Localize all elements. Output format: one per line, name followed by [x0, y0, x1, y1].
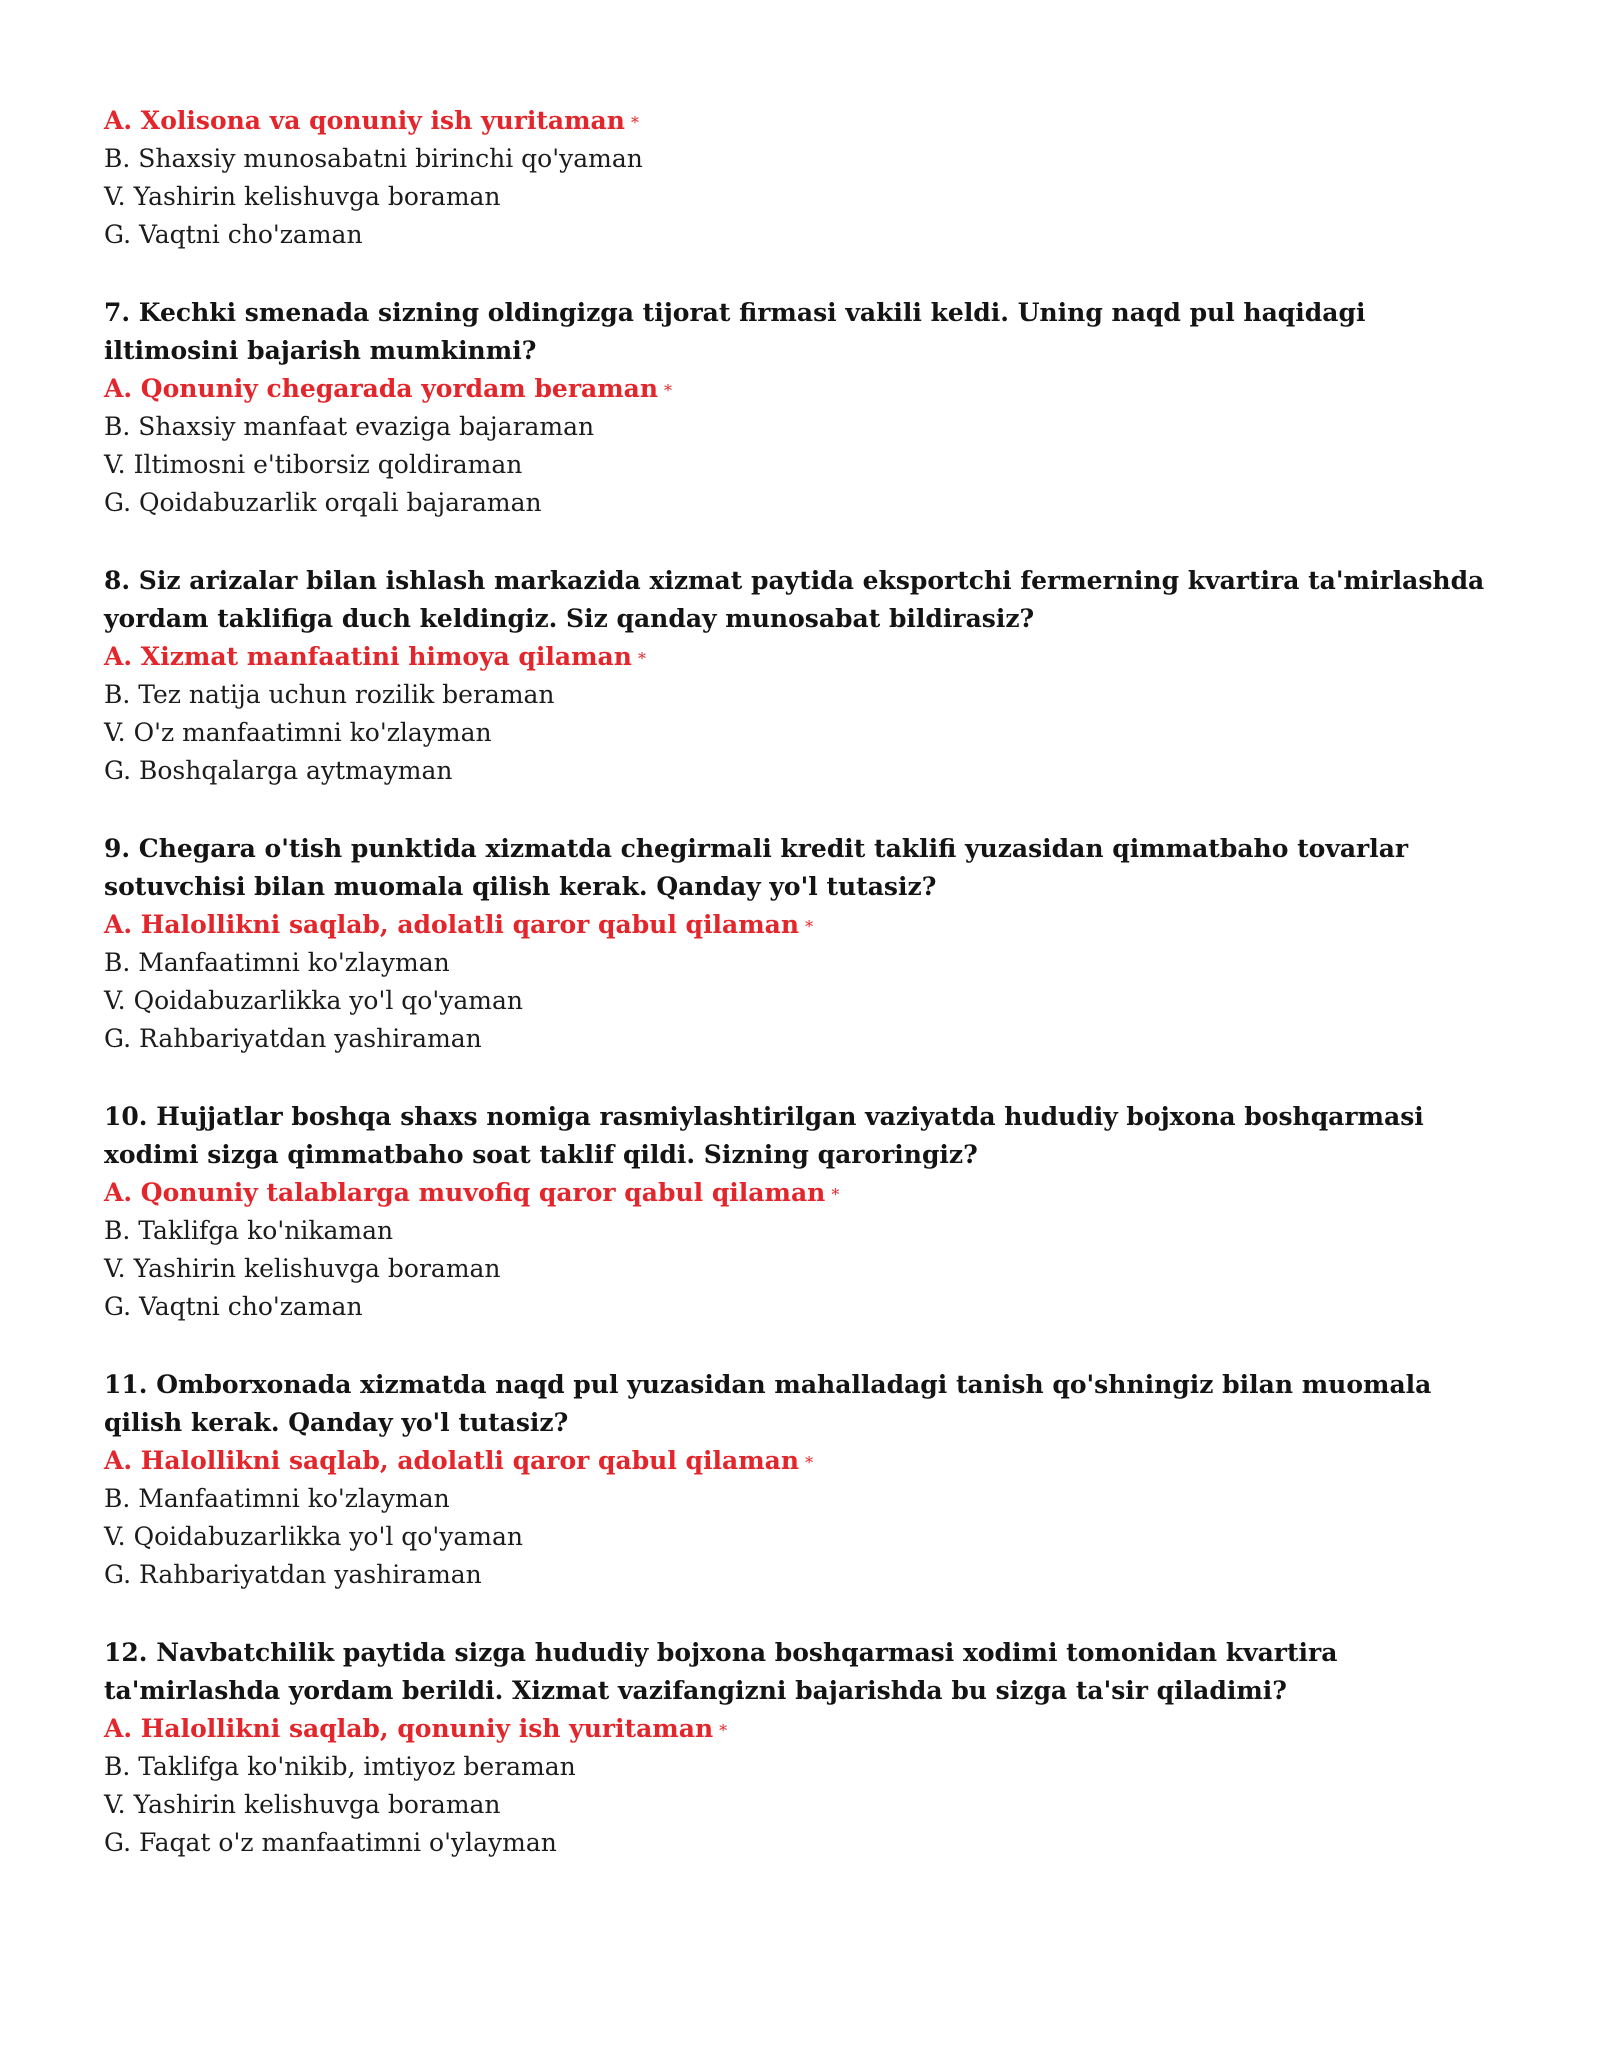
correct-marker-icon: *: [664, 381, 673, 400]
option-text: G. Vaqtni cho'zaman: [104, 220, 363, 249]
option-text: A. Xolisona va qonuniy ish yuritaman: [104, 106, 625, 135]
option-text: A. Qonuniy talablarga muvofiq qaror qabul qilaman: [104, 1178, 826, 1207]
answer-option: [104, 1480, 1504, 1518]
option-text: G. Faqat o'z manfaatimni o'ylayman: [104, 1828, 557, 1857]
question-block: [104, 830, 1504, 1058]
option-text: V. Yashirin kelishuvga boraman: [104, 1254, 501, 1283]
option-text: V. Qoidabuzarlikka yo'l qo'yaman: [104, 986, 523, 1015]
option-text: G. Rahbariyatdan yashiraman: [104, 1560, 482, 1589]
answer-option: [104, 1556, 1504, 1594]
option-text: B. Taklifga ko'nikib, imtiyoz beraman: [104, 1752, 576, 1781]
question-block: [104, 102, 1504, 254]
answer-options: [104, 638, 1504, 790]
question-text: 11. Omborxonada xizmatda naqd pul yuzasidan mahalladagi tanish qo'shningiz bilan muomala qilish kerak. Qanday yo'l tutasiz?: [104, 1370, 1432, 1437]
option-text: B. Shaxsiy manfaat evaziga bajaraman: [104, 412, 595, 441]
option-text: A. Halollikni saqlab, adolatli qaror qabul qilaman: [104, 1446, 800, 1475]
quiz-document: [104, 102, 1504, 1902]
correct-marker-icon: *: [831, 1185, 840, 1204]
question-block: [104, 1098, 1504, 1326]
question-text: 10. Hujjatlar boshqa shaxs nomiga rasmiylashtirilgan vaziyatda hududiy bojxona boshqarmasi xodimi sizga qimmatbaho soat taklif qildi. Sizning qaroringiz?: [104, 1102, 1424, 1169]
option-text: B. Shaxsiy munosabatni birinchi qo'yaman: [104, 144, 643, 173]
answer-option: [104, 484, 1504, 522]
question-text: 12. Navbatchilik paytida sizga hududiy bojxona boshqarmasi xodimi tomonidan kvartira ta'mirlashda yordam berildi. Xizmat vazifangizni bajarishda bu sizga ta'sir qiladimi?: [104, 1638, 1338, 1705]
correct-answer-option: [104, 1442, 1504, 1480]
answer-option: [104, 1518, 1504, 1556]
answer-option: [104, 752, 1504, 790]
answer-options: [104, 102, 1504, 254]
question-block: [104, 1634, 1504, 1862]
option-text: B. Taklifga ko'nikaman: [104, 1216, 394, 1245]
option-text: A. Halollikni saqlab, qonuniy ish yuritaman: [104, 1714, 714, 1743]
correct-answer-option: [104, 102, 1504, 140]
question-text: 8. Siz arizalar bilan ishlash markazida xizmat paytida eksportchi fermerning kvartira ta'mirlashda yordam taklifiga duch keldingiz. Siz qanday munosabat bildirasiz?: [104, 566, 1485, 633]
correct-answer-option: [104, 638, 1504, 676]
option-text: B. Manfaatimni ko'zlayman: [104, 1484, 450, 1513]
question-block: [104, 294, 1504, 522]
answer-option: [104, 982, 1504, 1020]
answer-option: [104, 676, 1504, 714]
answer-option: [104, 216, 1504, 254]
option-text: G. Boshqalarga aytmayman: [104, 756, 453, 785]
answer-option: [104, 1020, 1504, 1058]
correct-marker-icon: *: [719, 1721, 728, 1740]
question-text: 9. Chegara o'tish punktida xizmatda chegirmali kredit taklifi yuzasidan qimmatbaho tovarlar sotuvchisi bilan muomala qilish kerak. Qanday yo'l tutasiz?: [104, 834, 1409, 901]
answer-options: [104, 1442, 1504, 1594]
answer-option: [104, 1250, 1504, 1288]
answer-option: [104, 446, 1504, 484]
option-text: V. Iltimosni e'tiborsiz qoldiraman: [104, 450, 523, 479]
question-block: [104, 562, 1504, 790]
answer-option: [104, 944, 1504, 982]
option-text: V. Qoidabuzarlikka yo'l qo'yaman: [104, 1522, 523, 1551]
option-text: V. Yashirin kelishuvga boraman: [104, 182, 501, 211]
question-block: [104, 1366, 1504, 1594]
answer-option: [104, 1748, 1504, 1786]
answer-options: [104, 370, 1504, 522]
answer-option: [104, 1212, 1504, 1250]
answer-option: [104, 408, 1504, 446]
answer-option: [104, 714, 1504, 752]
option-text: G. Rahbariyatdan yashiraman: [104, 1024, 482, 1053]
option-text: A. Xizmat manfaatini himoya qilaman: [104, 642, 632, 671]
answer-option: [104, 178, 1504, 216]
option-text: G. Qoidabuzarlik orqali bajaraman: [104, 488, 542, 517]
correct-answer-option: [104, 1174, 1504, 1212]
answer-options: [104, 906, 1504, 1058]
correct-marker-icon: *: [637, 649, 646, 668]
answer-option: [104, 1288, 1504, 1326]
correct-answer-option: [104, 906, 1504, 944]
option-text: A. Halollikni saqlab, adolatli qaror qabul qilaman: [104, 910, 800, 939]
correct-marker-icon: *: [805, 1453, 814, 1472]
correct-answer-option: [104, 1710, 1504, 1748]
option-text: B. Tez natija uchun rozilik beraman: [104, 680, 555, 709]
answer-options: [104, 1174, 1504, 1326]
correct-answer-option: [104, 370, 1504, 408]
correct-marker-icon: *: [630, 113, 639, 132]
correct-marker-icon: *: [805, 917, 814, 936]
question-text: 7. Kechki smenada sizning oldingizga tijorat firmasi vakili keldi. Uning naqd pul haqidagi iltimosini bajarish mumkinmi?: [104, 298, 1366, 365]
option-text: B. Manfaatimni ko'zlayman: [104, 948, 450, 977]
option-text: G. Vaqtni cho'zaman: [104, 1292, 363, 1321]
answer-option: [104, 1824, 1504, 1862]
option-text: V. Yashirin kelishuvga boraman: [104, 1790, 501, 1819]
option-text: V. O'z manfaatimni ko'zlayman: [104, 718, 492, 747]
option-text: A. Qonuniy chegarada yordam beraman: [104, 374, 659, 403]
answer-options: [104, 1710, 1504, 1862]
answer-option: [104, 140, 1504, 178]
answer-option: [104, 1786, 1504, 1824]
